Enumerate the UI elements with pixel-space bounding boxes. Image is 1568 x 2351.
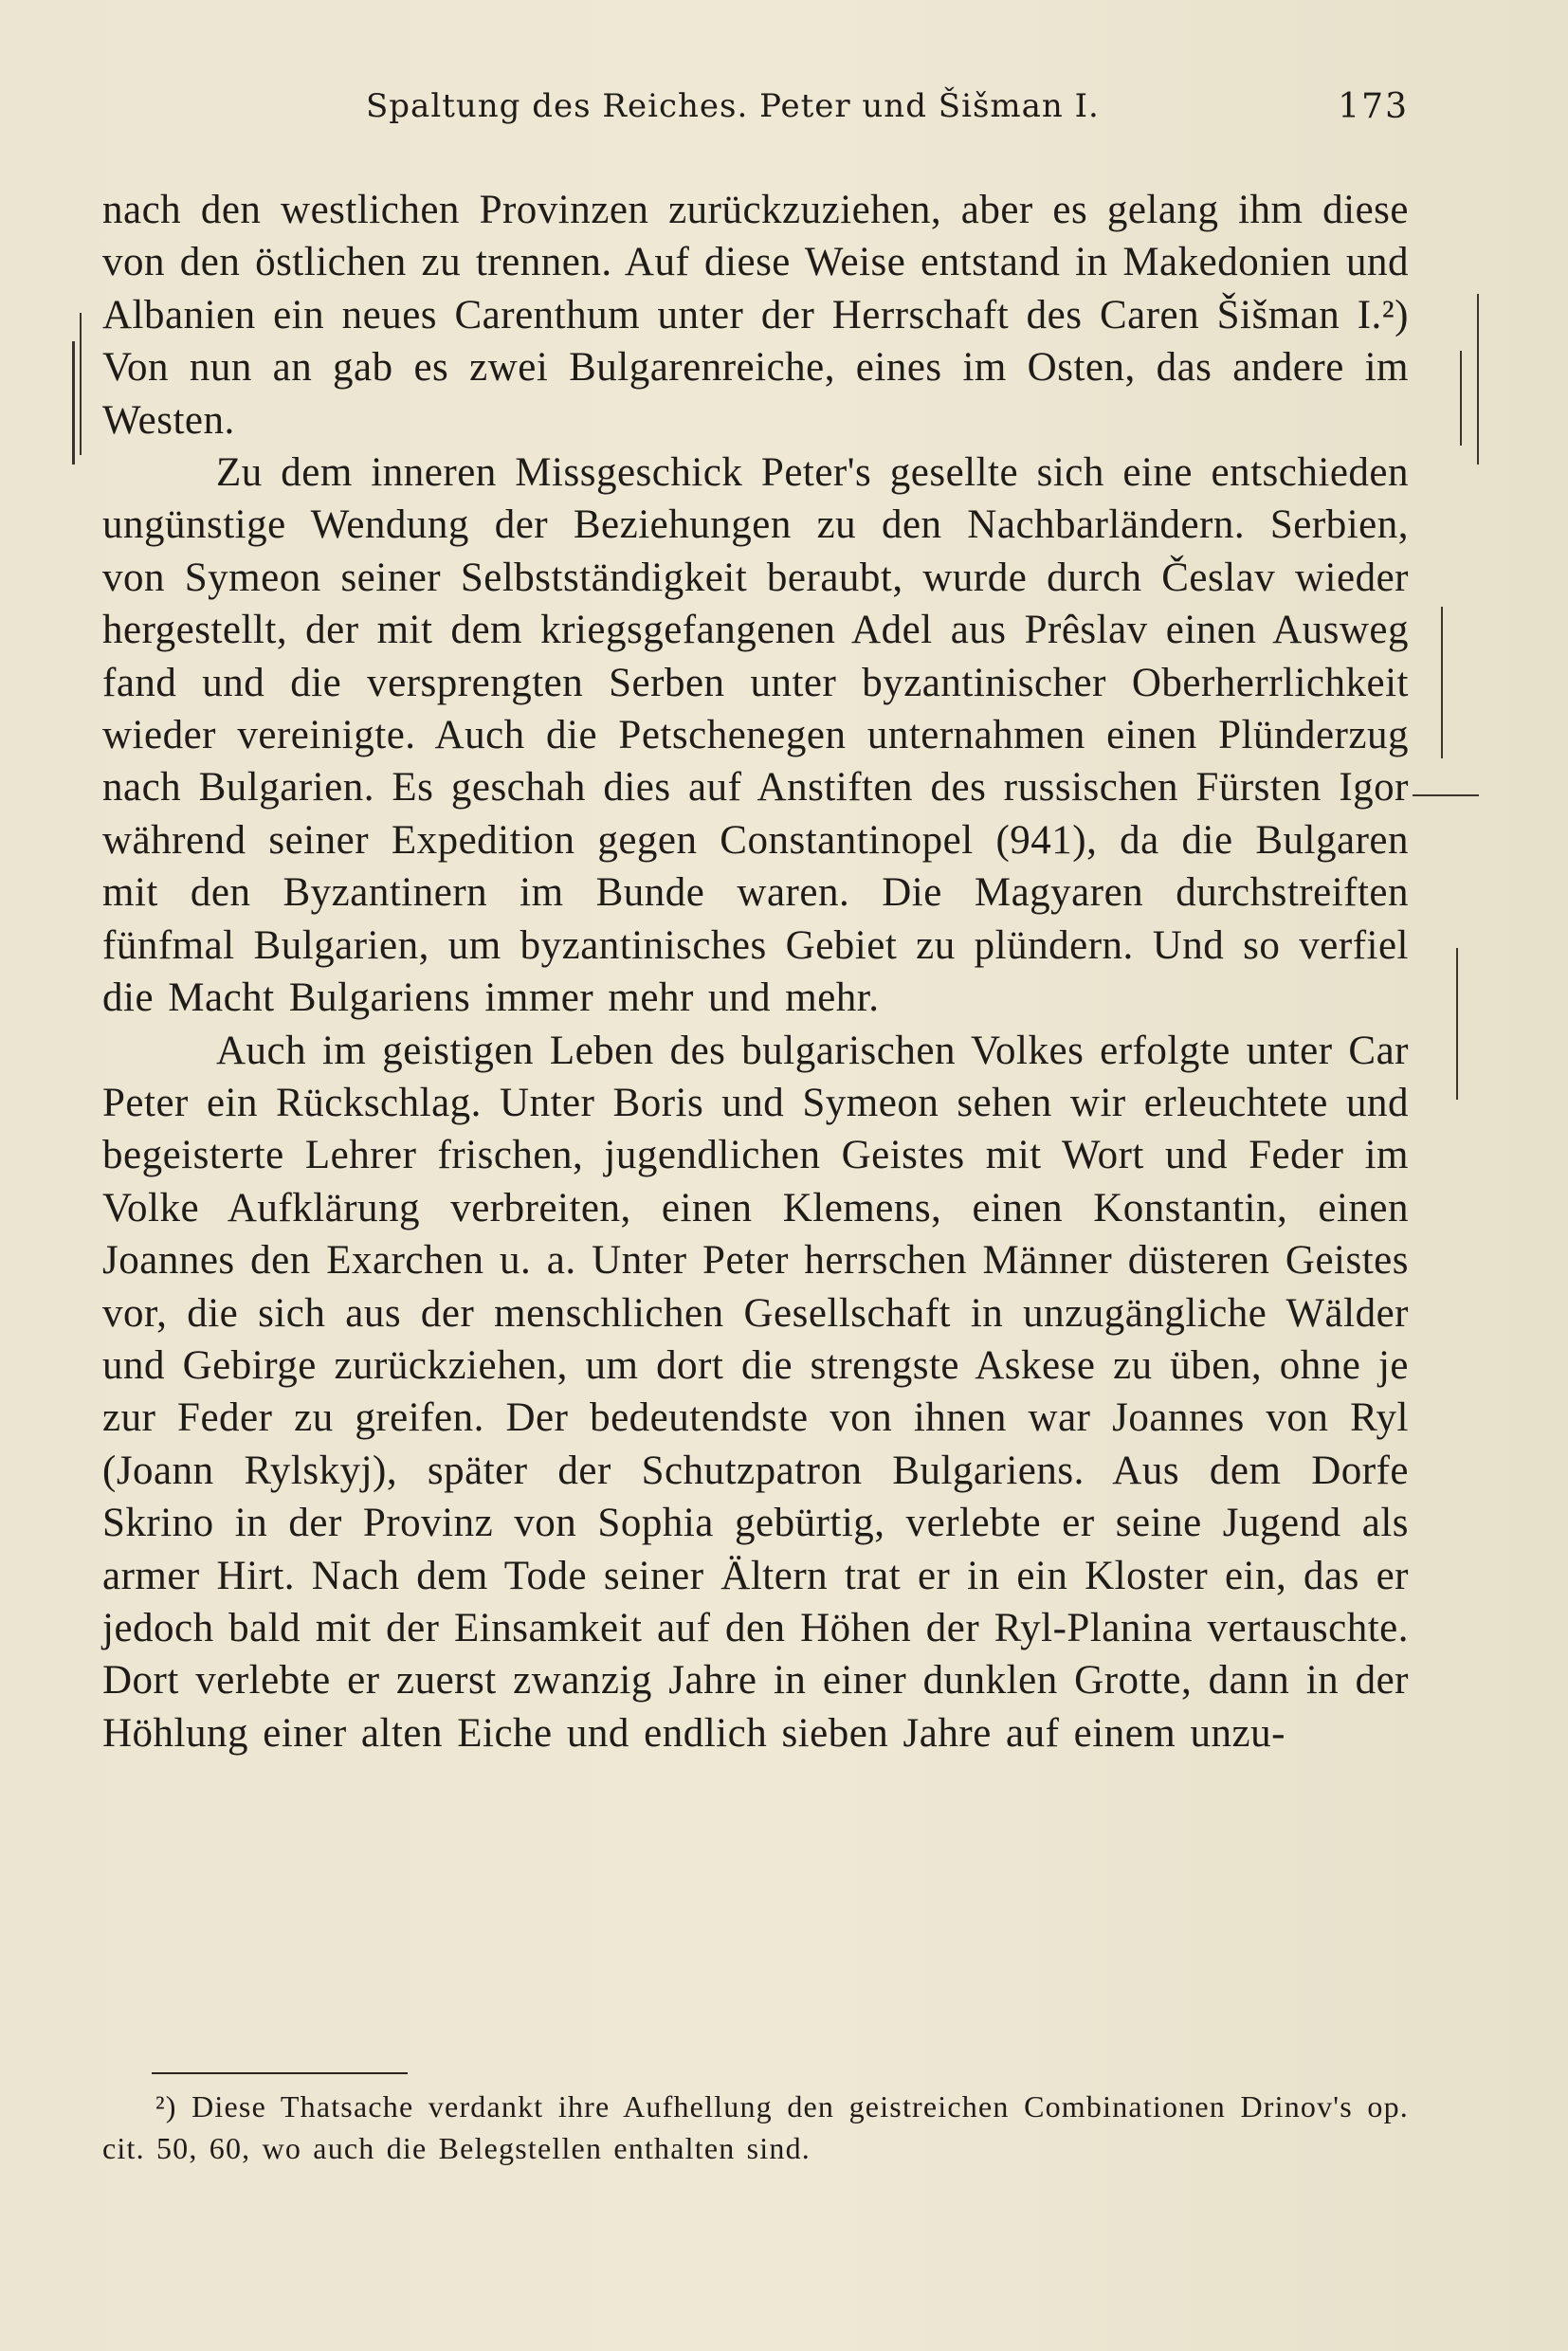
paragraph-3: Auch im geistigen Leben des bulgarischen Volkes erfolgte unter Car Peter ein Rückschlag. Unter Boris und Symeon sehen wir erleuchtete und begeisterte Lehrer frischen, jugendlichen Geistes mit Wort und Feder im Volke Aufklärung verbreiten, einen Klemens, einen Konstantin, einen Joannes den Exarchen u. a. Unter Peter herrschen Männer düsteren Geistes vor, die sich aus der menschlichen Gesellschaft in unzugängliche Wälder und Gebirge zurückziehen, um dort die strengste Askese zu üben, ohne je zur Feder zu greifen. Der bedeutendste von ihnen war Joannes von Ryl (Joann Rylskyj), später der Schutzpatron Bulgariens. Aus dem Dorfe Skrino in der Provinz von Sophia gebürtig, verlebte er seine Jugend als armer Hirt. Nach dem Tode seiner Ältern trat er in ein Kloster ein, das er jedoch bald mit der Einsamkeit auf den Höhen der Ryl-Planina vertauschte. Dort verlebte er zuerst zwanzig Jahre in einer dunklen Grotte, dann in der Höhlung einer alten Eiche und endlich sieben Jahre auf einem unzu- xyxy=(102,1028,1409,1756)
footnote xyxy=(102,2086,1409,2169)
paragraph-2: Zu dem inneren Missgeschick Peter's gesellte sich eine entschieden ungünstige Wendung der Beziehungen zu den Nachbarländern. Serbien, von Symeon seiner Selbstständigkeit beraubt, wurde durch Česlav wieder hergestellt, der mit dem kriegsgefangenen Adel aus Prêslav einen Ausweg fand und die versprengten Serben unter byzantinischer Oberherrlichkeit wieder vereinigte. Auch die Petschenegen unternahmen einen Plünderzug nach Bulgarien. Es geschah dies auf Anstiften des russischen Fürsten Igor während seiner Expedition gegen Constantinopel (941), da die Bulgaren mit den Byzantinern im Bunde waren. Die Magyaren durchstreiften fünfmal Bulgarien, um byzantinisches Gebiet zu plündern. Und so verfiel die Macht Bulgariens immer mehr und mehr. xyxy=(102,450,1409,1021)
footnote-rule xyxy=(152,2072,408,2074)
margin-mark-left xyxy=(72,341,75,465)
margin-mark-right xyxy=(1477,294,1479,465)
body-text xyxy=(102,184,1409,1759)
margin-mark-left-2 xyxy=(80,313,82,455)
margin-mark-right-3 xyxy=(1441,607,1443,758)
margin-mark-right-2 xyxy=(1460,351,1462,446)
running-head: Spaltung des Reiches. Peter und Šišman I. xyxy=(366,87,1100,125)
margin-mark-right-4 xyxy=(1456,948,1458,1100)
page-header xyxy=(102,87,1409,133)
page-number: 173 xyxy=(1338,87,1409,126)
margin-mark-underline xyxy=(1413,794,1479,796)
footnote-text: ²) Diese Thatsache verdankt ihre Aufhellung den geistreichen Combinationen Drinov's op. cit. 50, 60, wo auch die Belegstellen enthalten sind. xyxy=(102,2089,1409,2165)
paragraph-1: nach den westlichen Provinzen zurückzuziehen, aber es gelang ihm diese von den östlichen zu trennen. Auf diese Weise entstand in Makedonien und Albanien ein neues Carenthum unter der Herrschaft des Caren Šišman I.²) Von nun an gab es zwei Bulgarenreiche, eines im Osten, das andere im Westen. xyxy=(102,188,1409,443)
